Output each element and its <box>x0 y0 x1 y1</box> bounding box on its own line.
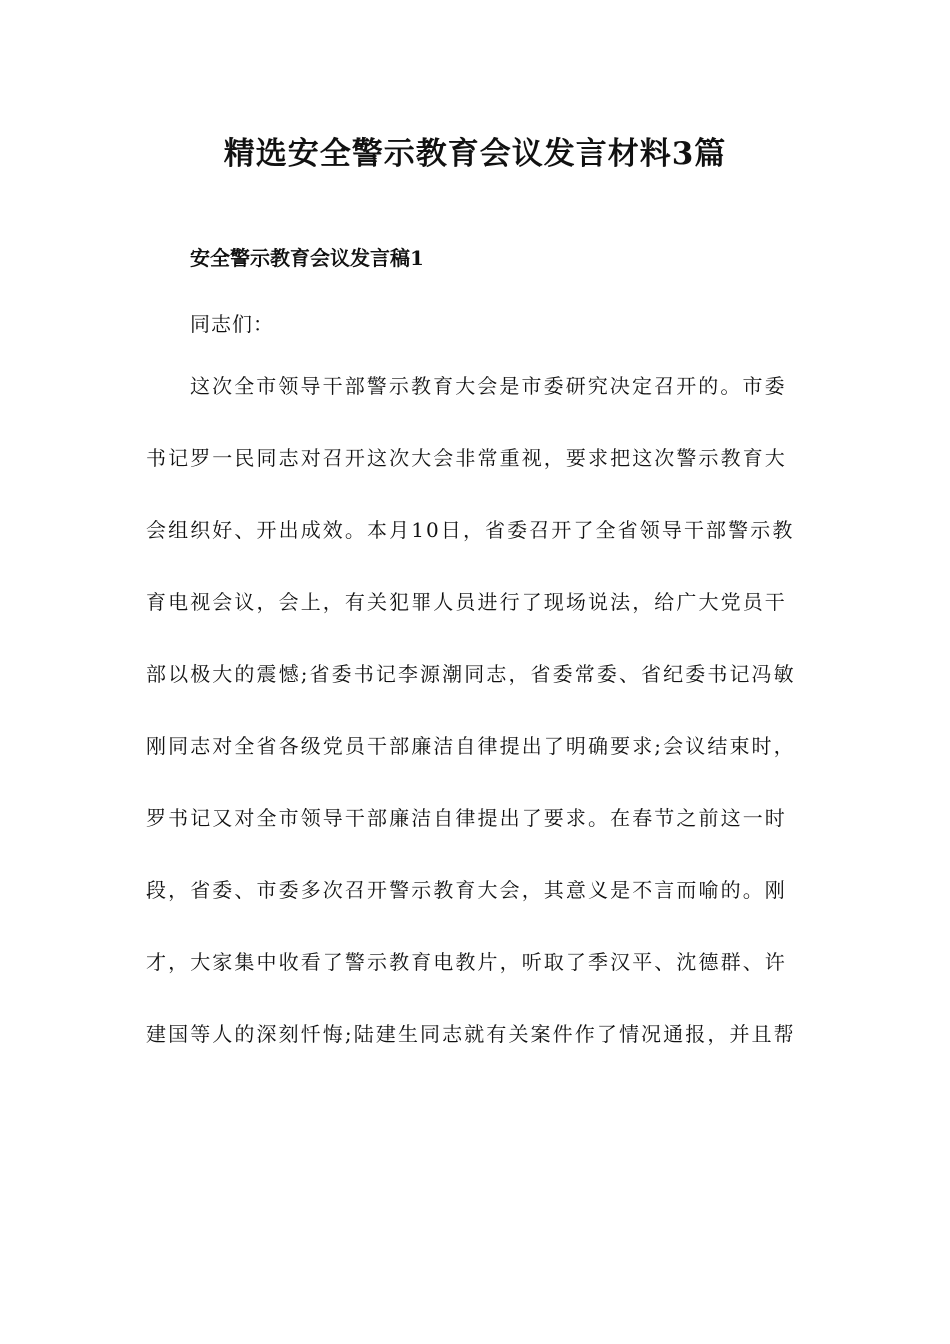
paragraph-line: 部以极大的震憾;省委书记李源潮同志，省委常委、省纪委书记冯敏 <box>146 662 796 686</box>
paragraph-line: 刚同志对全省各级党员干部廉洁自律提出了明确要求;会议结束时， <box>146 734 796 758</box>
paragraph-line: 育电视会议，会上，有关犯罪人员进行了现场说法，给广大党员干 <box>146 590 787 614</box>
paragraph-line: 这次全市领导干部警示教育大会是市委研究决定召开的。市委 <box>190 374 787 398</box>
salutation: 同志们： <box>190 312 274 336</box>
paragraph-line: 罗书记又对全市领导干部廉洁自律提出了要求。在春节之前这一时 <box>146 806 787 830</box>
paragraph-line: 建国等人的深刻忏悔;陆建生同志就有关案件作了情况通报，并且帮 <box>146 1022 796 1046</box>
section-heading: 安全警示教育会议发言稿1 <box>190 246 424 270</box>
paragraph-line: 会组织好、开出成效。本月10日，省委召开了全省领导干部警示教 <box>146 518 795 542</box>
paragraph-line: 才，大家集中收看了警示教育电教片，听取了季汉平、沈德群、许 <box>146 950 787 974</box>
paragraph-line: 段，省委、市委多次召开警示教育大会，其意义是不言而喻的。刚 <box>146 878 787 902</box>
document-title: 精选安全警示教育会议发言材料3篇 <box>223 136 727 172</box>
paragraph-line: 书记罗一民同志对召开这次大会非常重视，要求把这次警示教育大 <box>146 446 787 470</box>
